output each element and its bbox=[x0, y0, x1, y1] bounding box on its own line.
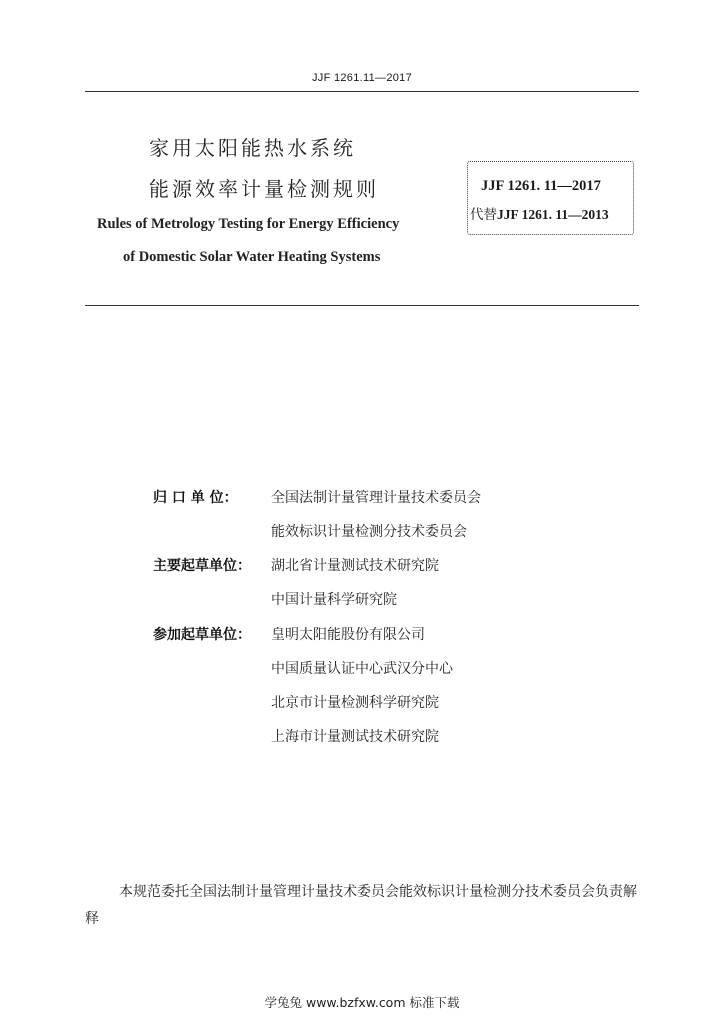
responsible-unit-1: 全国法制计量管理计量技术委员会 bbox=[271, 490, 481, 506]
title-zh-line2: 能源效率计量检测规则 bbox=[149, 177, 379, 201]
participating-unit-4: 上海市计量测试技术研究院 bbox=[271, 729, 439, 745]
main-drafting-unit-1: 湖北省计量测试技术研究院 bbox=[271, 558, 439, 574]
standard-code: JJF 1261. 11—2017 bbox=[481, 178, 601, 194]
participating-unit-3: 北京市计量检测科学研究院 bbox=[271, 695, 439, 711]
header-rule bbox=[85, 91, 639, 92]
standard-code-box bbox=[467, 161, 634, 235]
replaces-line bbox=[470, 203, 609, 223]
participating-unit-1: 皇明太阳能股份有限公司 bbox=[271, 627, 425, 643]
title-en-line1: Rules of Metrology Testing for Energy Efficiency bbox=[97, 216, 400, 232]
title-zh-line1: 家用太阳能热水系统 bbox=[149, 136, 356, 160]
participating-unit-2: 中国质量认证中心武汉分中心 bbox=[271, 661, 453, 677]
interpretation-note: 本规范委托全国法制计量管理计量技术委员会能效标识计量检测分技术委员会负责解释 bbox=[85, 884, 637, 927]
participating-label: 参加起草单位： bbox=[153, 627, 251, 643]
main-drafting-label: 主要起草单位： bbox=[153, 558, 251, 574]
main-drafting-unit-2: 中国计量科学研究院 bbox=[271, 592, 397, 608]
responsible-unit-2: 能效标识计量检测分技术委员会 bbox=[271, 524, 467, 540]
responsible-unit-label: 归 口 单 位： bbox=[153, 490, 238, 506]
replaces-label: 代替 bbox=[470, 207, 497, 223]
title-en-line2: of Domestic Solar Water Heating Systems bbox=[123, 249, 381, 265]
header-standard-code: JJF 1261.11—2017 bbox=[312, 72, 412, 84]
footer-watermark[interactable]: 学兔兔 www.bzfxw.com 标准下载 bbox=[264, 995, 460, 1010]
replaces-code: JJF 1261. 11—2013 bbox=[497, 207, 609, 222]
title-rule bbox=[85, 305, 639, 306]
